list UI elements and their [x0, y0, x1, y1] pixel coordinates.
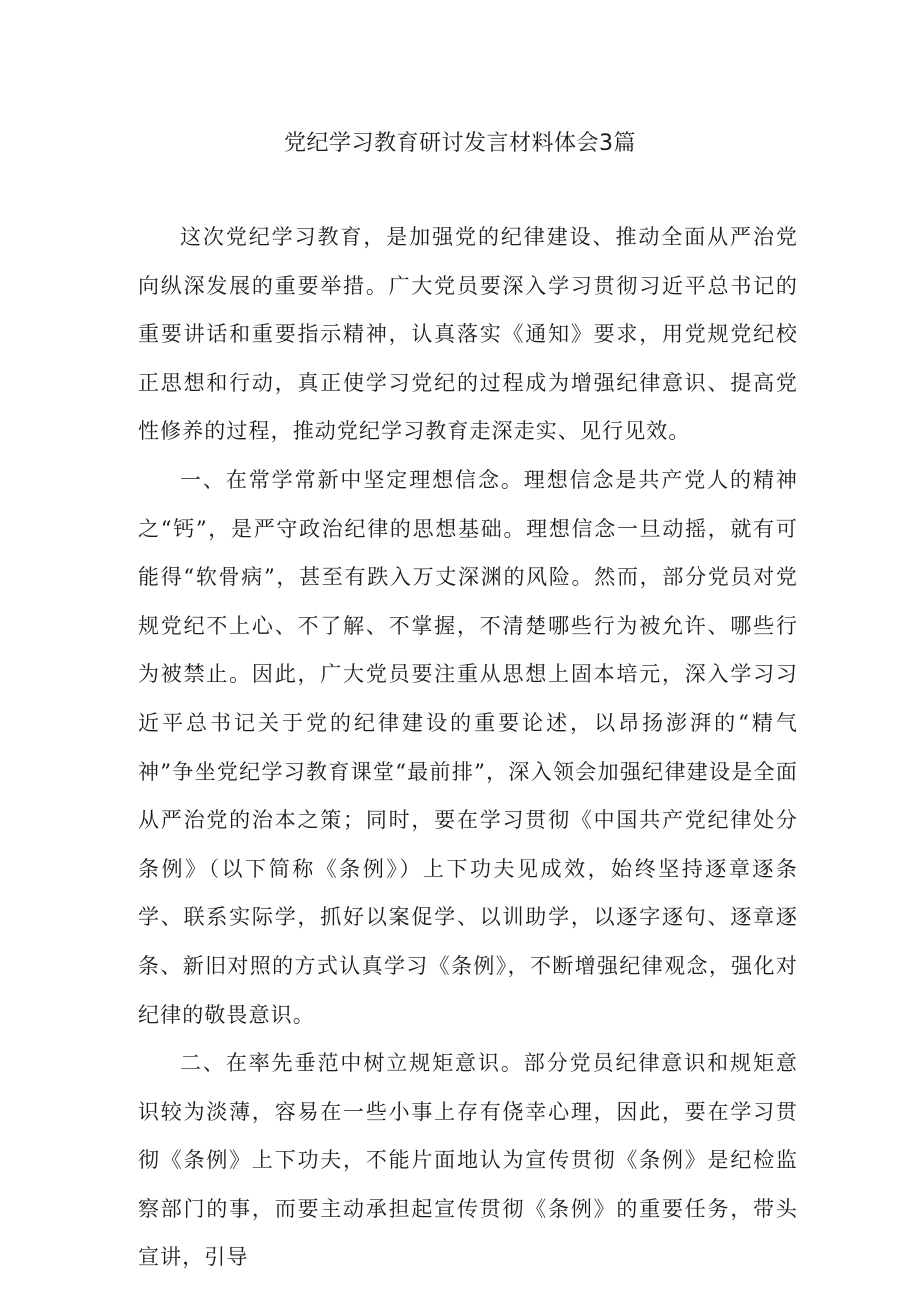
paragraph-section-two: 二、在率先垂范中树立规矩意识。部分党员纪律意识和规矩意识较为淡薄，容易在一些小事上存有侥幸心理，因此，要在学习贯彻《条例》上下功夫，不能片面地认为宣传贯彻《条例》是纪检监察部门的事，而要主动承担起宣传贯彻《条例》的重要任务，带头宣讲，引导	[138, 1051, 798, 1270]
document-title: 党纪学习教育研讨发言材料体会3篇	[284, 131, 636, 156]
paragraph-section-one: 一、在常学常新中坚定理想信念。理想信念是共产党人的精神之“钙”，是严守政治纪律的思想基础。理想信念一旦动摇，就有可能得“软骨病”，甚至有跌入万丈深渊的风险。然而，部分党员对党规党纪不上心、不了解、不掌握，不清楚哪些行为被允许、哪些行为被禁止。因此，广大党员要注重从思想上固本培元，深入学习习近平总书记关于党的纪律建设的重要论述，以昂扬澎湃的“精气神”争坐党纪学习教育课堂“最前排”，深入领会加强纪律建设是全面从严治党的治本之策；同时，要在学习贯彻《中国共产党纪律处分条例》（以下简称《条例》）上下功夫见成效，始终坚持逐章逐条学、联系实际学，抓好以案促学、以训助学，以逐字逐句、逐章逐条、新旧对照的方式认真学习《条例》，不断增强纪律观念，强化对纪律的敬畏意识。	[138, 467, 798, 1027]
paragraph-intro: 这次党纪学习教育，是加强党的纪律建设、推动全面从严治党向纵深发展的重要举措。广大党员要深入学习贯彻习近平总书记的重要讲话和重要指示精神，认真落实《通知》要求，用党规党纪校正思想和行动，真正使学习党纪的过程成为增强纪律意识、提高党性修养的过程，推动党纪学习教育走深走实、见行见效。	[138, 225, 798, 444]
document-body	[138, 213, 798, 1282]
